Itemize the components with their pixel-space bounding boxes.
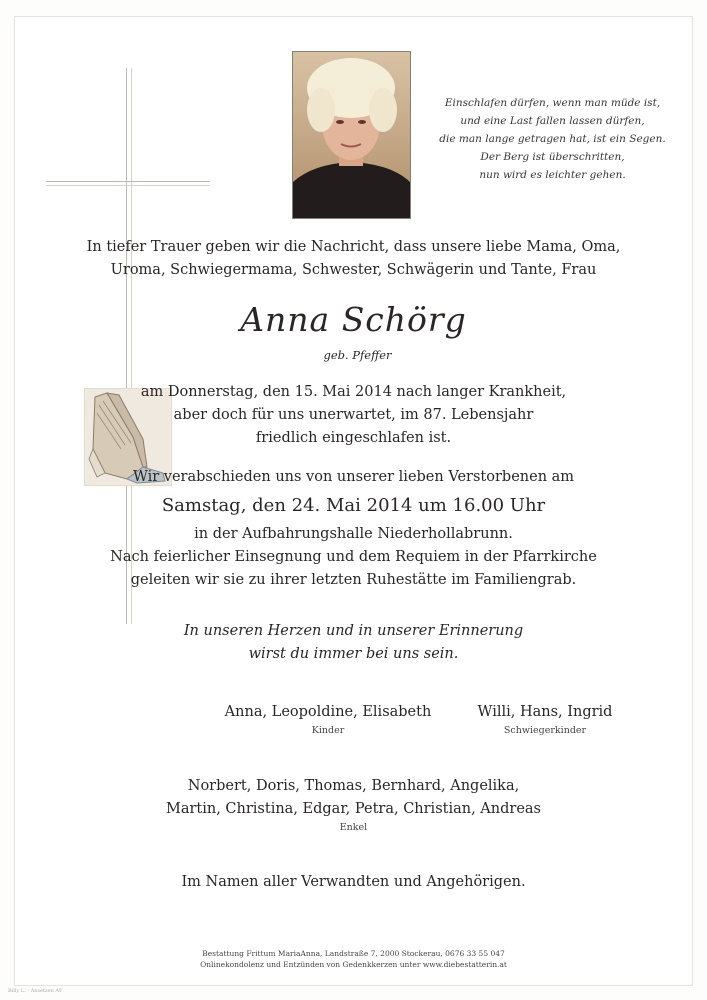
- footer-line: Onlinekondolenz und Entzünden von Gedenkkerzen unter www.diebestatterin.at: [200, 960, 507, 969]
- mourners-grandchildren: [0, 775, 707, 821]
- death-notice: [0, 381, 707, 450]
- portrait-photo: [292, 51, 411, 219]
- funeral-line: in der Aufbahrungshalle Niederhollabrunn.: [194, 526, 513, 542]
- poem: [430, 94, 675, 184]
- poem-line: die man lange getragen hat, ist ein Segen.: [439, 133, 666, 145]
- poem-line: und eine Last fallen lassen dürfen,: [460, 115, 645, 127]
- corner-mark: Billy L. - Ansetzen AF: [8, 988, 63, 994]
- grandchildren-role: Enkel: [339, 822, 368, 833]
- grandchildren-line: Norbert, Doris, Thomas, Bernhard, Angelika,: [187, 778, 520, 794]
- memory-line: wirst du immer bei uns sein.: [248, 646, 459, 662]
- death-line: friedlich eingeschlafen ist.: [255, 430, 452, 446]
- funeral-intro: Wir verabschieden uns von unserer lieben Verstorbenen am: [132, 469, 575, 485]
- memory-verse: [0, 620, 707, 666]
- death-line: aber doch für uns unerwartet, im 87. Lebensjahr: [173, 407, 534, 423]
- funeral-line: geleiten wir sie zu ihrer letzten Ruhestätte im Familiengrab.: [130, 572, 577, 588]
- poem-line: nun wird es leichter gehen.: [479, 169, 626, 181]
- deceased-name: Anna Schörg: [240, 300, 467, 339]
- children-names: Anna, Leopoldine, Elisabeth: [224, 704, 432, 720]
- death-line: am Donnerstag, den 15. Mai 2014 nach langer Krankheit,: [140, 384, 567, 400]
- closing-line: Im Namen aller Verwandten und Angehörigen.: [181, 874, 526, 890]
- intro-line: In tiefer Trauer geben wir die Nachricht, dass unsere liebe Mama, Oma,: [86, 239, 621, 255]
- cross-horizontal-bar: [46, 181, 210, 186]
- funeral-date: Samstag, den 24. Mai 2014 um 16.00 Uhr: [161, 495, 546, 516]
- grandchildren-line: Martin, Christina, Edgar, Petra, Christian, Andreas: [165, 801, 541, 817]
- in-laws-names: Willi, Hans, Ingrid: [477, 704, 613, 720]
- mourners-children: [218, 701, 438, 739]
- poem-line: Der Berg ist überschritten,: [480, 151, 625, 163]
- portrait-image: [293, 52, 410, 218]
- funeral-line: Nach feierlicher Einsegnung und dem Requiem in der Pfarrkirche: [110, 549, 597, 565]
- maiden-name: geb. Pfeffer: [323, 348, 392, 362]
- announcement-intro: [0, 236, 707, 282]
- intro-line: Uroma, Schwiegermama, Schwester, Schwägerin und Tante, Frau: [110, 262, 597, 278]
- funeral-details: [0, 523, 707, 592]
- funeral-home-footer: [0, 948, 707, 970]
- footer-line: Bestattung Frittum MariaAnna, Landstraße 7, 2000 Stockerau, 0676 33 55 047: [202, 949, 505, 958]
- poem-line: Einschlafen dürfen, wenn man müde ist,: [444, 97, 661, 109]
- in-laws-role: Schwiegerkinder: [503, 725, 587, 736]
- children-role: Kinder: [311, 725, 345, 736]
- memory-line: In unseren Herzen und in unserer Erinnerung: [183, 623, 524, 639]
- mourners-in-laws: [460, 701, 630, 739]
